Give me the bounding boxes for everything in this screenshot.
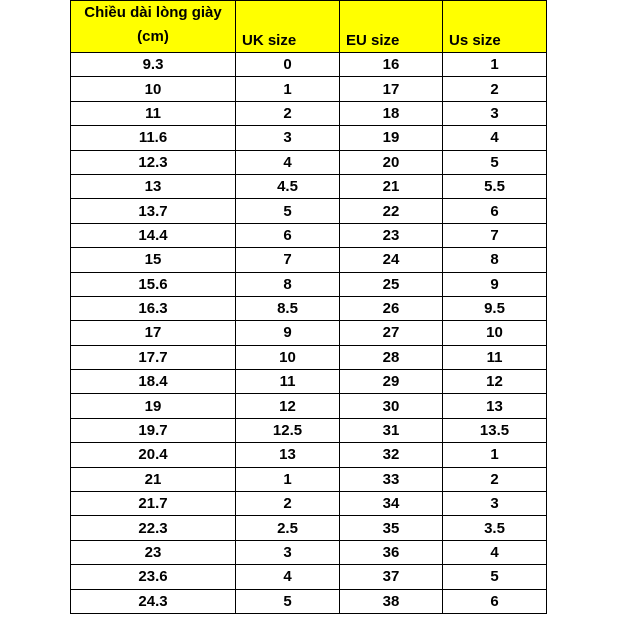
cell-eu-size: 33 [340, 467, 443, 491]
cell-eu-size: 36 [340, 540, 443, 564]
cell-uk-size: 7 [236, 248, 340, 272]
cell-foot-length-cm: 13 [71, 174, 236, 198]
cell-uk-size: 6 [236, 223, 340, 247]
cell-eu-size: 24 [340, 248, 443, 272]
cell-eu-size: 17 [340, 77, 443, 101]
cell-us-size: 9.5 [443, 296, 547, 320]
cell-foot-length-cm: 21.7 [71, 492, 236, 516]
cell-uk-size: 3 [236, 126, 340, 150]
cell-foot-length-cm: 16.3 [71, 296, 236, 320]
table-row [71, 199, 547, 223]
table-header [71, 1, 547, 53]
cell-eu-size: 21 [340, 174, 443, 198]
cell-uk-size: 12 [236, 394, 340, 418]
size-chart-sheet [70, 0, 548, 618]
cell-eu-size: 20 [340, 150, 443, 174]
cell-uk-size: 8.5 [236, 296, 340, 320]
table-row [71, 174, 547, 198]
table-row [71, 467, 547, 491]
cell-us-size: 13.5 [443, 418, 547, 442]
header-us-size: Us size [443, 1, 547, 53]
cell-us-size: 8 [443, 248, 547, 272]
cell-us-size: 12 [443, 370, 547, 394]
cell-uk-size: 12.5 [236, 418, 340, 442]
cell-eu-size: 31 [340, 418, 443, 442]
cell-foot-length-cm: 11.6 [71, 126, 236, 150]
table-row [71, 126, 547, 150]
cell-eu-size: 27 [340, 321, 443, 345]
table-body [71, 53, 547, 614]
table-row [71, 516, 547, 540]
cell-us-size: 3 [443, 101, 547, 125]
cell-us-size: 6 [443, 199, 547, 223]
cell-foot-length-cm: 20.4 [71, 443, 236, 467]
cell-foot-length-cm: 17.7 [71, 345, 236, 369]
shoe-size-table [70, 0, 547, 614]
cell-eu-size: 26 [340, 296, 443, 320]
cell-uk-size: 11 [236, 370, 340, 394]
table-row [71, 589, 547, 613]
cell-foot-length-cm: 12.3 [71, 150, 236, 174]
cell-foot-length-cm: 19 [71, 394, 236, 418]
table-row [71, 394, 547, 418]
table-row [71, 53, 547, 77]
header-foot-length-line2: (cm) [137, 28, 169, 45]
cell-eu-size: 28 [340, 345, 443, 369]
cell-eu-size: 37 [340, 565, 443, 589]
cell-uk-size: 9 [236, 321, 340, 345]
table-row [71, 248, 547, 272]
cell-us-size: 4 [443, 540, 547, 564]
table-row [71, 565, 547, 589]
cell-eu-size: 25 [340, 272, 443, 296]
cell-foot-length-cm: 14.4 [71, 223, 236, 247]
cell-foot-length-cm: 22.3 [71, 516, 236, 540]
cell-us-size: 4 [443, 126, 547, 150]
cell-eu-size: 34 [340, 492, 443, 516]
cell-us-size: 5.5 [443, 174, 547, 198]
cell-us-size: 11 [443, 345, 547, 369]
cell-eu-size: 18 [340, 101, 443, 125]
cell-us-size: 13 [443, 394, 547, 418]
table-row [71, 77, 547, 101]
cell-eu-size: 30 [340, 394, 443, 418]
cell-us-size: 10 [443, 321, 547, 345]
cell-eu-size: 23 [340, 223, 443, 247]
cell-us-size: 6 [443, 589, 547, 613]
table-row [71, 223, 547, 247]
header-foot-length-line1: Chiều dài lòng giày [84, 4, 222, 21]
cell-foot-length-cm: 23 [71, 540, 236, 564]
cell-us-size: 2 [443, 77, 547, 101]
cell-foot-length-cm: 10 [71, 77, 236, 101]
cell-us-size: 5 [443, 565, 547, 589]
table-row [71, 418, 547, 442]
cell-foot-length-cm: 15.6 [71, 272, 236, 296]
cell-eu-size: 32 [340, 443, 443, 467]
cell-uk-size: 4 [236, 150, 340, 174]
cell-uk-size: 1 [236, 77, 340, 101]
cell-eu-size: 38 [340, 589, 443, 613]
cell-foot-length-cm: 18.4 [71, 370, 236, 394]
cell-foot-length-cm: 13.7 [71, 199, 236, 223]
cell-uk-size: 3 [236, 540, 340, 564]
cell-foot-length-cm: 9.3 [71, 53, 236, 77]
table-row [71, 443, 547, 467]
cell-us-size: 3 [443, 492, 547, 516]
cell-foot-length-cm: 19.7 [71, 418, 236, 442]
cell-uk-size: 4.5 [236, 174, 340, 198]
cell-foot-length-cm: 15 [71, 248, 236, 272]
cell-eu-size: 16 [340, 53, 443, 77]
cell-foot-length-cm: 23.6 [71, 565, 236, 589]
cell-foot-length-cm: 24.3 [71, 589, 236, 613]
cell-us-size: 2 [443, 467, 547, 491]
header-row [71, 1, 547, 53]
cell-us-size: 1 [443, 443, 547, 467]
table-row [71, 321, 547, 345]
cell-eu-size: 22 [340, 199, 443, 223]
cell-eu-size: 29 [340, 370, 443, 394]
cell-uk-size: 8 [236, 272, 340, 296]
table-row [71, 296, 547, 320]
cell-us-size: 9 [443, 272, 547, 296]
cell-uk-size: 0 [236, 53, 340, 77]
cell-uk-size: 5 [236, 199, 340, 223]
cell-uk-size: 4 [236, 565, 340, 589]
cell-eu-size: 35 [340, 516, 443, 540]
cell-us-size: 5 [443, 150, 547, 174]
header-uk-size: UK size [236, 1, 340, 53]
table-row [71, 492, 547, 516]
cell-uk-size: 10 [236, 345, 340, 369]
table-row [71, 540, 547, 564]
cell-foot-length-cm: 11 [71, 101, 236, 125]
cell-eu-size: 19 [340, 126, 443, 150]
header-foot-length [71, 1, 236, 53]
header-eu-size: EU size [340, 1, 443, 53]
table-row [71, 150, 547, 174]
cell-us-size: 1 [443, 53, 547, 77]
table-row [71, 272, 547, 296]
cell-uk-size: 2.5 [236, 516, 340, 540]
cell-foot-length-cm: 17 [71, 321, 236, 345]
table-row [71, 101, 547, 125]
cell-us-size: 3.5 [443, 516, 547, 540]
cell-us-size: 7 [443, 223, 547, 247]
cell-foot-length-cm: 21 [71, 467, 236, 491]
table-row [71, 345, 547, 369]
cell-uk-size: 5 [236, 589, 340, 613]
table-row [71, 370, 547, 394]
cell-uk-size: 13 [236, 443, 340, 467]
cell-uk-size: 2 [236, 492, 340, 516]
cell-uk-size: 2 [236, 101, 340, 125]
cell-uk-size: 1 [236, 467, 340, 491]
